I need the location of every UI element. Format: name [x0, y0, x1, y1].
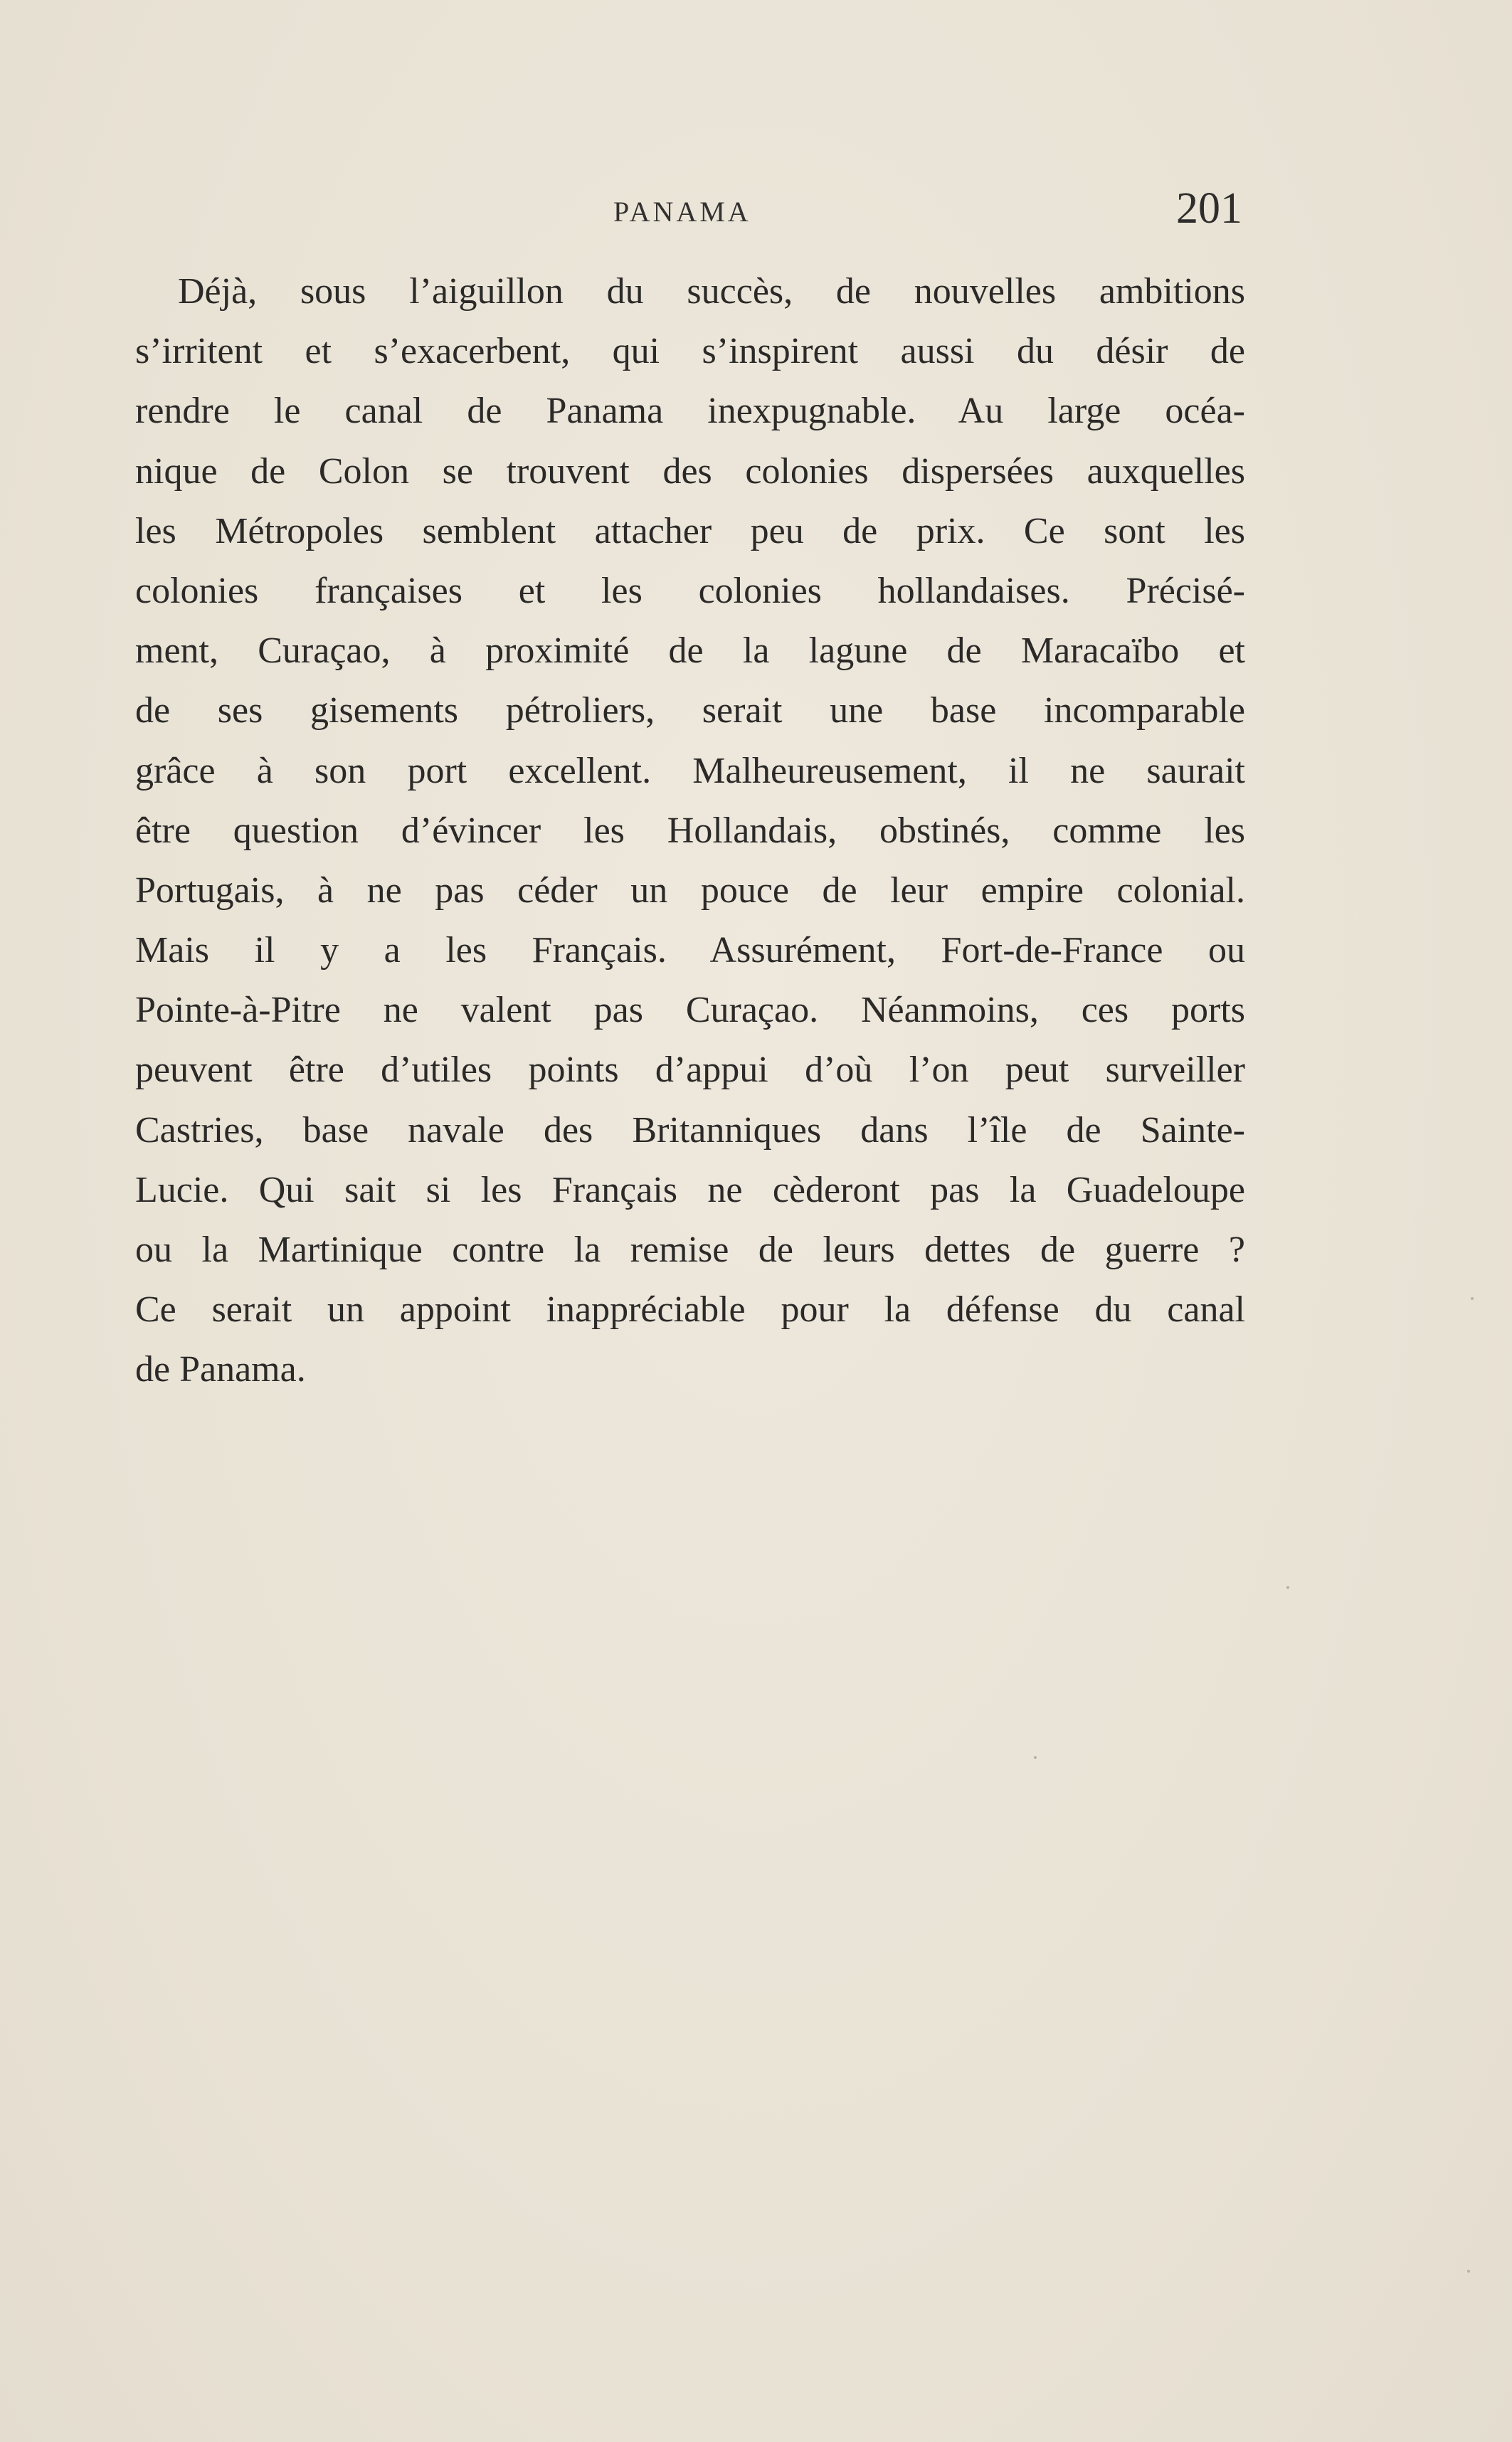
text-line: Ce serait un appoint inappréciable pour la défense du canal	[135, 1289, 1245, 1331]
text-line: ou la Martinique contre la remise de leurs dettes de guerre ?	[135, 1230, 1245, 1270]
text-line: Pointe-à-Pitre ne valent pas Curaçao. Néanmoins, ces ports	[135, 990, 1245, 1031]
text-line: peuvent être d’utiles points d’appui d’où l’on peut surveiller	[135, 1050, 1245, 1091]
text-line: de Panama.	[135, 1349, 306, 1390]
text-line: de ses gisements pétroliers, serait une base incomparable	[135, 690, 1245, 731]
text-line: grâce à son port excellent. Malheureusement, il ne saurait	[135, 750, 1245, 791]
text-line: Lucie. Qui sait si les Français ne cèderont pas la Guadeloupe	[135, 1169, 1245, 1210]
page-number: 201	[1176, 184, 1242, 233]
running-title: PANAMA	[613, 196, 751, 228]
text-line: Déjà, sous l’aiguillon du succès, de nouvelles ambitions	[178, 271, 1245, 312]
running-head	[0, 184, 1512, 233]
text-line: colonies françaises et les colonies hollandaises. Précisé-	[135, 570, 1245, 611]
paper-speck	[1286, 1586, 1289, 1589]
paper-speck	[1034, 1756, 1037, 1759]
paragraph	[135, 262, 1245, 1400]
text-line: s’irritent et s’exacerbent, qui s’inspirent aussi du désir de	[135, 331, 1245, 372]
paper-speck	[1471, 1297, 1474, 1300]
text-line: nique de Colon se trouvent des colonies dispersées auxquelles	[135, 450, 1245, 492]
text-line: les Métropoles semblent attacher peu de prix. Ce sont les	[135, 510, 1245, 551]
text-line: Mais il y a les Français. Assurément, Fort-de-France ou	[135, 930, 1245, 971]
text-line: rendre le canal de Panama inexpugnable. Au large océa-	[135, 391, 1245, 432]
text-line: être question d’évincer les Hollandais, obstinés, comme les	[135, 810, 1245, 851]
text-line: Castries, base navale des Britanniques dans l’île de Sainte-	[135, 1109, 1245, 1151]
text-line: Portugais, à ne pas céder un pouce de leur empire colonial.	[135, 870, 1245, 911]
text-line: ment, Curaçao, à proximité de la lagune de Maracaïbo et	[135, 630, 1245, 672]
paper-speck	[1467, 2270, 1470, 2273]
